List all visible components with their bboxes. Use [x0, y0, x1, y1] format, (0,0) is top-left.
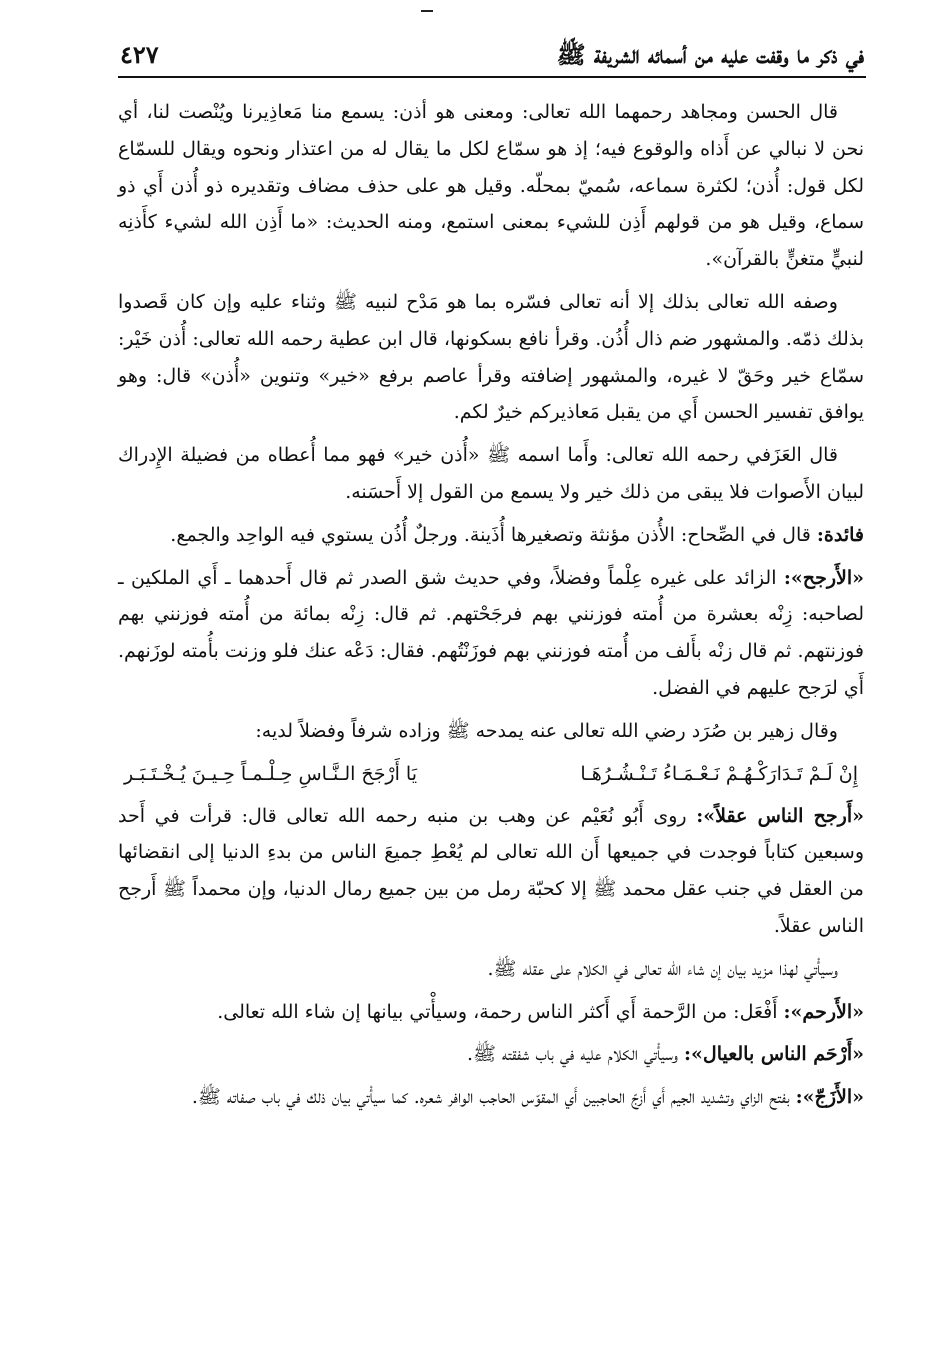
verse-hemistich-1: إِنْ لَـمْ تَـدَارَكْـهُـمْ نَـعْـمَـاءُ تَـنْـشُـرُهَـا	[580, 762, 858, 785]
paragraph	[118, 94, 864, 278]
paragraph-text: بفتح الزاي وتشديد الجيم أَي أَزجّ الحاجبين أَي المقوّس الحاجب الوافر شعره. كما سيأْتي بيان ذلك في باب صفاته ﷺ.	[191, 1086, 796, 1109]
paragraph-text: وصفه الله تعالى بذلك إلا أنه تعالى فسّره بما هو مَدْح لنبيه ﷺ وثناء عليه وإن كان قَصدوا بذلك ذمّه. والمشهور ضم ذال أُذُن. وقرأ نافع بسكونها، قال ابن عطية رحمه الله تعالى: أُذن خَيْر: سمّاع خير وحَقّ لا غيره، والمشهور إضافته وقرأ عاصم برفع «خير» وتنوين «أُذن» قال: وهو يوافق تفسير الحسن أَي من يقبل مَعاذيركم خيرٌ لكم.	[118, 290, 864, 424]
paragraph-text: وقال زهير بن صُرَد رضي الله تعالى عنه يمدحه ﷺ وزاده شرفاً وفضلاً لديه:	[255, 719, 838, 742]
entry-term: «أَرجح الناس عقلاً»:	[696, 804, 864, 827]
paragraph-text: قال الحسن ومجاهد رحمهما الله تعالى: ومعنى هو أذن: يسمع منا مَعاذِيرنا ويُنْصت لنا، أي نحن لا نبالي عن أَذاه والوقوع فيه؛ إذ هو سمّاع لكل ما يقال له من اعتذار ونحوه ويقال للسمّاع لكل قول: أُذن؛ لكثرة سماعه، سُميّ بمحلّه. وقيل هو على حذف مضاف وتقديره ذو أُذن أَي ذو سماع، وقيل هو من قولهم أَذِن للشيء بمعنى استمع، ومنه الحديث: «ما أَذِن الله لشيء كأَذنِه لنبيٍّ متغنٍّ بالقرآن».	[118, 101, 864, 271]
paragraph-text: الزائد على غيره عِلْماً وفضلاً، وفي حديث شق الصدر ثم قال أَحدهما ـ أَي الملكين ـ لصاحبه: زِنْه بعشرة من أُمته فوزنني بهم فرجَحْتهم. ثم قال: زِنْه بمائة من أُمته فوزنني بهم فوزنتهم. ثم قال زنْه بأَلف من أُمته فوزنني بهم فوزَنْتُهم. فقال: دَعْه عنك فلو وزنت بأُمته لوزَنهم. أَي لرَجح عليهم في الفضل.	[118, 566, 864, 699]
page-number: ٤٢٧	[120, 40, 159, 69]
page-body	[118, 94, 864, 1122]
entry-term: «الأَرحم»:	[783, 1000, 864, 1023]
paragraph	[118, 437, 864, 511]
paragraph	[118, 1079, 864, 1116]
entry-term: فائدة:	[816, 523, 864, 546]
page-header	[120, 34, 864, 74]
entry-term: «الأَرجح»:	[783, 566, 864, 589]
running-title: في ذكر ما وقفت عليه من أسمائه الشريفة ﷺ	[556, 40, 864, 69]
paragraph	[118, 994, 864, 1031]
top-mark	[421, 10, 433, 12]
poetry-verse	[118, 756, 864, 792]
paragraph-text: وسيأْتي الكلام عليه في باب شفقته ﷺ.	[466, 1043, 685, 1066]
paragraph	[118, 798, 864, 945]
paragraph	[118, 951, 864, 988]
paragraph	[118, 560, 864, 707]
paragraph	[118, 284, 864, 431]
paragraph	[118, 517, 864, 554]
paragraph	[118, 1036, 864, 1073]
entry-term: «الأَزَجّ»:	[795, 1086, 864, 1109]
paragraph	[118, 713, 864, 750]
header-divider	[118, 76, 866, 78]
verse-hemistich-2: يَا أَرْجَحَ الـنَّـاسِ حِـلْـمـاً حِـيـنَ يُـخْـتَـبَـر	[124, 762, 418, 785]
paragraph-text: قال في الصِّحاح: الأُذن مؤنثة وتصغيرها أُذَينة. ورجلٌ أُذُن يستوي فيه الواحِد والجمع.	[170, 523, 817, 546]
paragraph-text: قال العَزَفي رحمه الله تعالى: وأَما اسمه ﷺ «أُذن خير» فهو مما أُعطاه من فضيلة الإِدراك لبيان الأَصوات فلا يبقى من ذلك خير ولا يسمع من القول إلا أَحسَنه.	[118, 444, 864, 503]
entry-term: «أَرْحَم الناس بالعيال»:	[684, 1043, 864, 1066]
paragraph-text: وسيأْتي لهذا مزيد بيان إن شاء الله تعالى في الكلام على عقله ﷺ.	[487, 957, 838, 980]
paragraph-text: أَفْعَل: من الرَّحمة أَي أَكثر الناس رحمة، وسيأْتي بيانها إن شاء الله تعالى.	[217, 1000, 784, 1023]
paragraph-text: روى أَبُو نُعَيْم عن وهب بن منبه رحمه الله تعالى قال: قرأت في أَحد وسبعين كتاباً فوجدت في جميعها أَن الله تعالى لم يُعْطِ جميعَ الناس من بدءِ الدنيا إلى انقضائها من العقل في جنب عقل محمد ﷺ إلا كحبّة رمل من بين جميع رمال الدنيا، وإن محمداً ﷺ أَرجح الناس عقلاً.	[118, 804, 864, 937]
